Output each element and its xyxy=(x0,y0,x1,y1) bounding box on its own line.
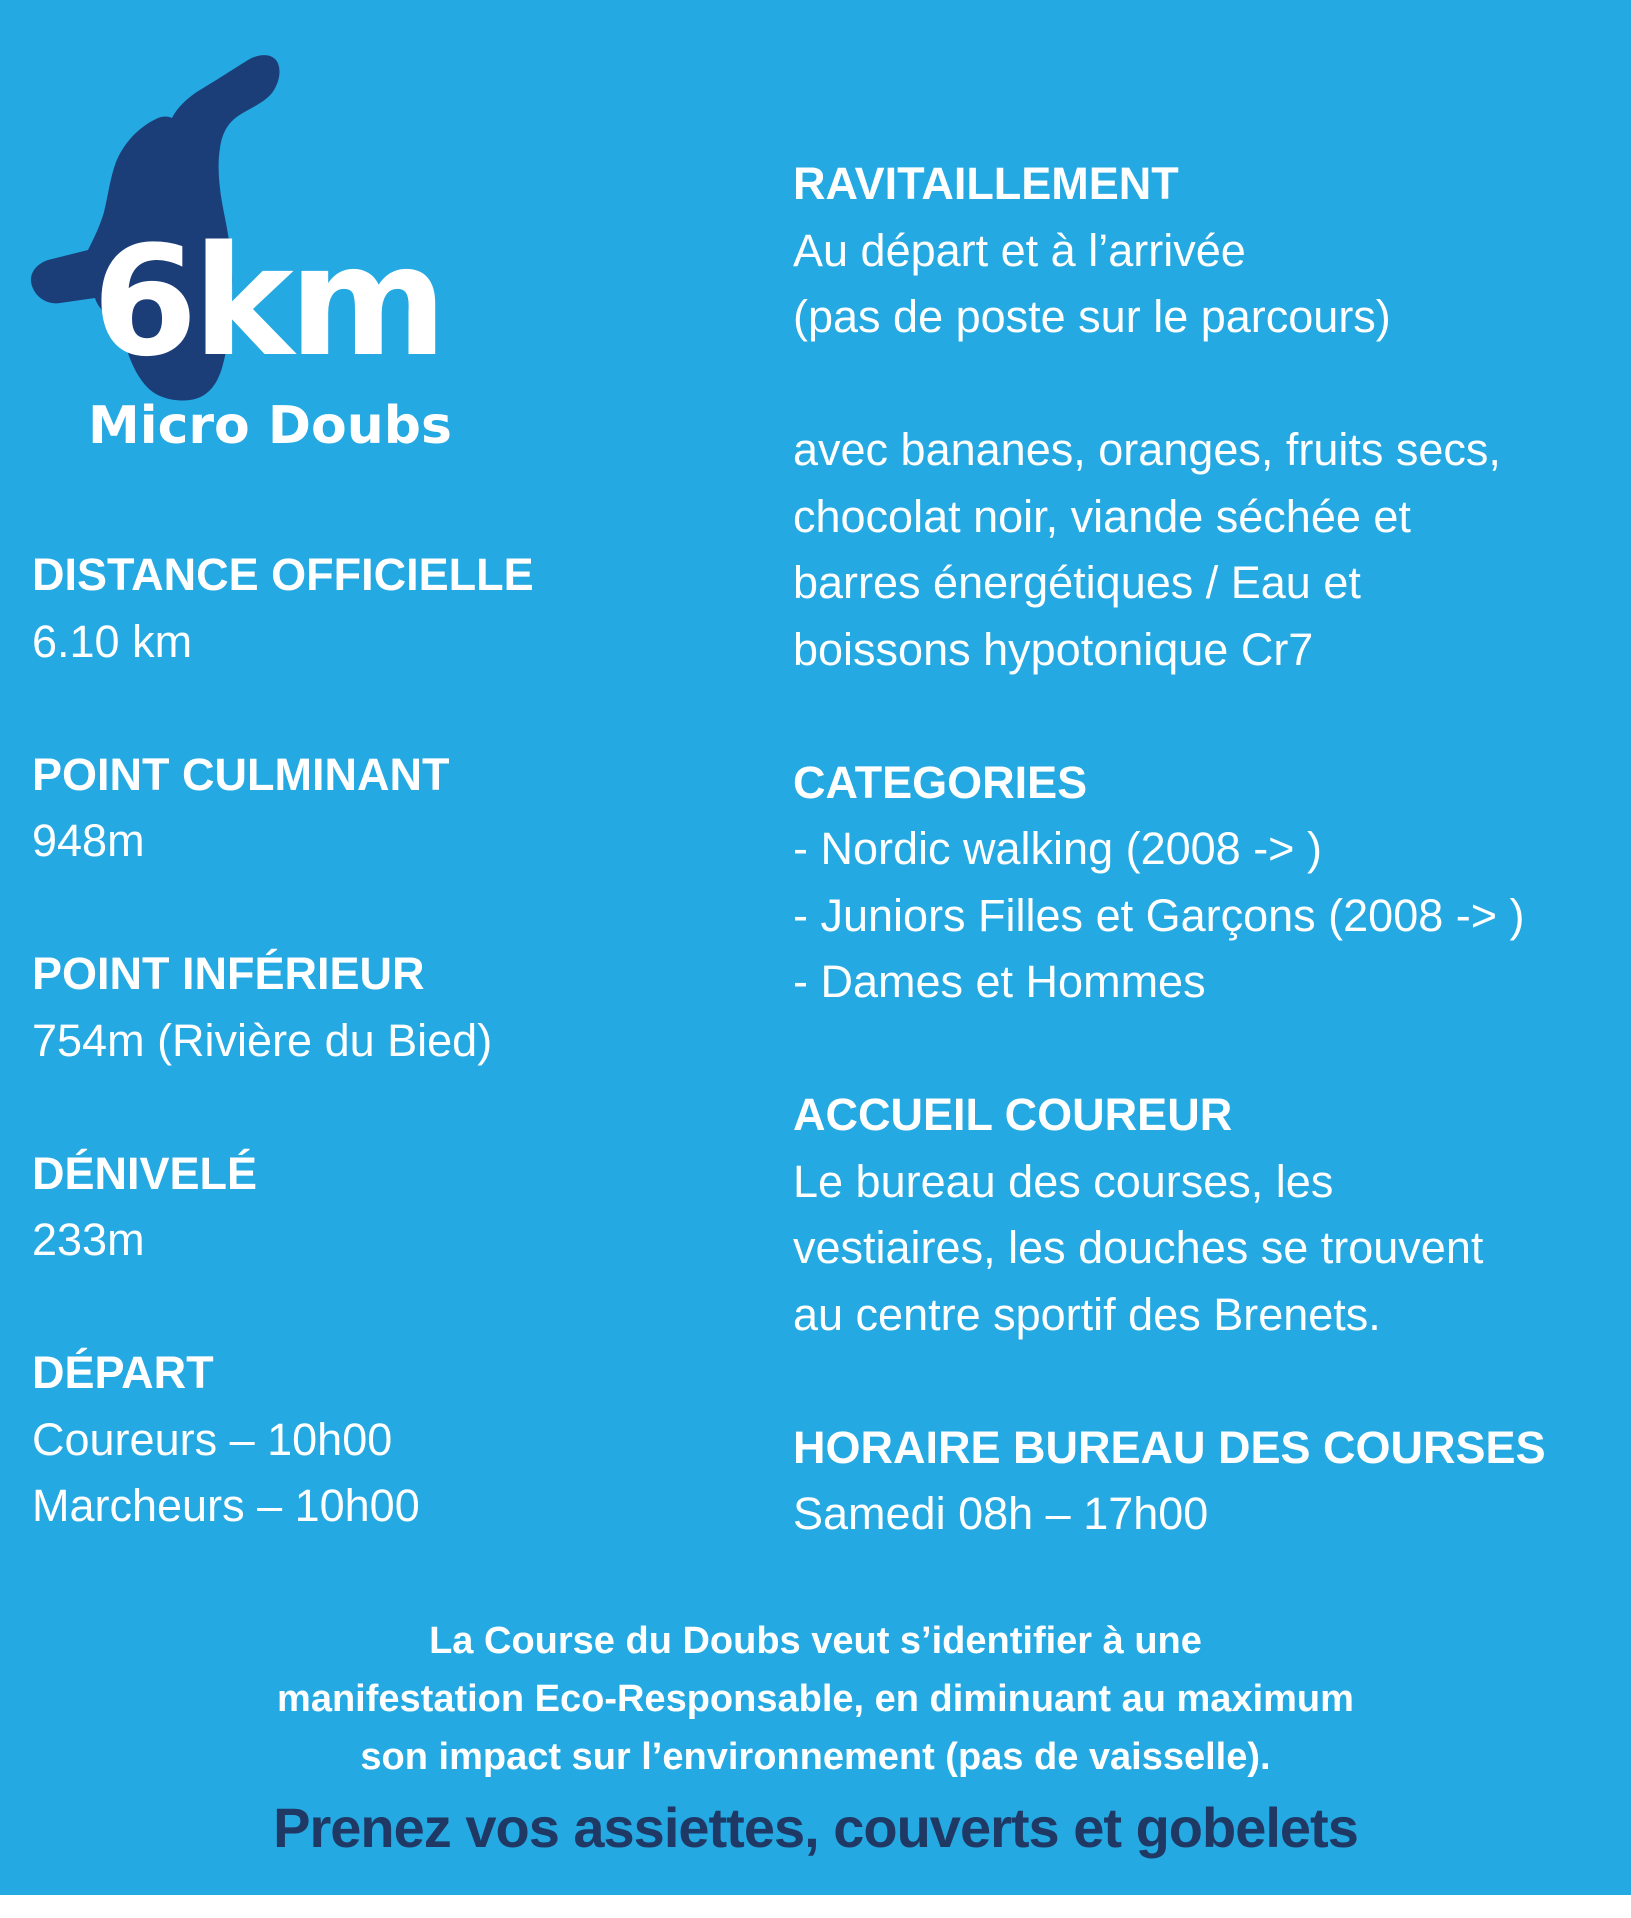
section-heading: HORAIRE BUREAU DES COURSES xyxy=(793,1421,1546,1473)
logo-distance-text: 6km xyxy=(92,213,443,390)
section-line: vestiaires, les douches se trouvent xyxy=(793,1222,1484,1273)
section-heading: DISTANCE OFFICIELLE xyxy=(32,549,534,600)
section-line: avec bananes, oranges, fruits secs, xyxy=(793,424,1501,475)
section-heading: RAVITAILLEMENT xyxy=(793,158,1179,209)
section-heading: DÉNIVELÉ xyxy=(32,1147,258,1199)
section-distance-officielle xyxy=(32,542,534,675)
section-heading: CATEGORIES xyxy=(793,756,1088,808)
section-accueil-coureur xyxy=(793,1082,1546,1348)
section-line: (pas de poste sur le parcours) xyxy=(793,291,1391,342)
section-line: - Juniors Filles et Garçons (2008 -> ) xyxy=(793,889,1525,941)
section-horaire-bureau xyxy=(793,1415,1546,1548)
section-line: chocolat noir, viande séchée et xyxy=(793,490,1411,542)
section-line: barres énergétiques / Eau et xyxy=(793,557,1361,608)
section-depart xyxy=(32,1340,534,1540)
section-categories xyxy=(793,750,1546,1016)
section-line: Marcheurs – 10h00 xyxy=(32,1480,420,1531)
eco-statement-line: La Course du Doubs veut s’identifier à une xyxy=(429,1620,1202,1662)
section-line: - Nordic walking (2008 -> ) xyxy=(793,823,1322,874)
eco-statement xyxy=(0,1612,1631,1786)
section-heading: ACCUEIL COUREUR xyxy=(793,1089,1233,1140)
section-line: 233m xyxy=(32,1214,145,1265)
logo-event-name: Micro Doubs xyxy=(88,396,452,456)
eco-statement-line: manifestation Eco-Responsable, en diminuant au maximum xyxy=(277,1678,1354,1720)
section-line: Le bureau des courses, les xyxy=(793,1155,1334,1207)
section-point-inferieur xyxy=(32,941,534,1074)
section-line: 754m (Rivière du Bied) xyxy=(32,1014,493,1066)
section-denivele xyxy=(32,1141,534,1274)
event-logo xyxy=(0,0,520,520)
cta-text: Prenez vos assiettes, couverts et gobelets xyxy=(273,1796,1358,1859)
section-heading: POINT CULMINANT xyxy=(32,748,450,800)
section-line: au centre sportif des Brenets. xyxy=(793,1288,1381,1340)
section-line: 6.10 km xyxy=(32,615,193,667)
section-line: boissons hypotonique Cr7 xyxy=(793,623,1314,675)
section-ravitaillement-details xyxy=(793,417,1546,683)
left-column xyxy=(32,542,534,1606)
section-ravitaillement xyxy=(793,151,1546,351)
section-line: Au départ et à l’arrivée xyxy=(793,224,1246,276)
section-line: 948m xyxy=(32,815,145,866)
eco-statement-line: son impact sur l’environnement (pas de vaisselle). xyxy=(360,1736,1271,1778)
section-line: - Dames et Hommes xyxy=(793,956,1206,1007)
section-heading: DÉPART xyxy=(32,1347,214,1398)
bottom-white-strip xyxy=(0,1895,1631,1918)
right-column xyxy=(793,151,1546,1614)
section-line: Coureurs – 10h00 xyxy=(32,1413,393,1465)
section-point-culminant xyxy=(32,742,534,875)
section-line: Samedi 08h – 17h00 xyxy=(793,1488,1209,1539)
section-heading: POINT INFÉRIEUR xyxy=(32,948,425,999)
